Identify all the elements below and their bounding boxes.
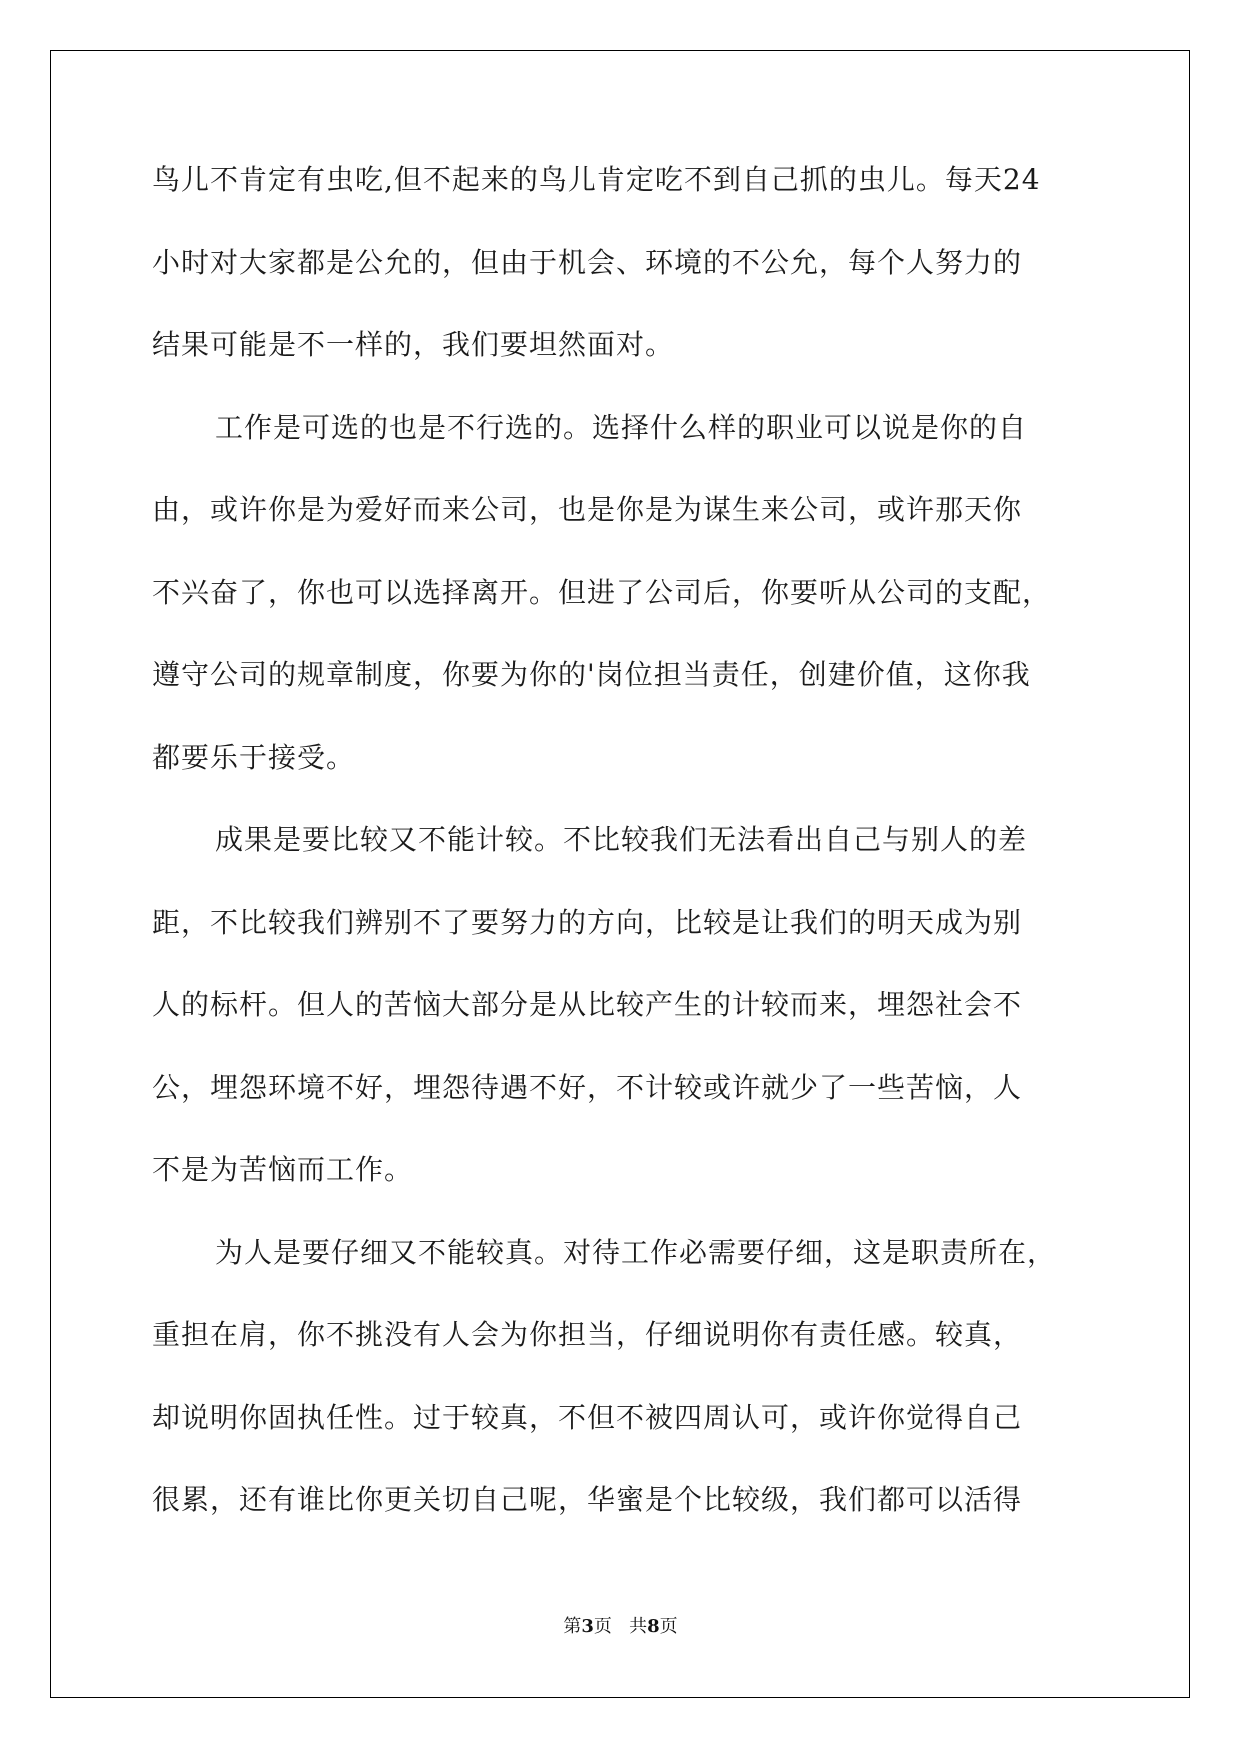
text-line: 不是为苦恼而工作。: [152, 1153, 414, 1186]
document-body: [152, 160, 1092, 1563]
total-suffix: 页: [659, 1616, 678, 1637]
page-prefix: 第: [563, 1616, 582, 1637]
text-line: 小时对大家都是公允的，但由于机会、环境的不公允，每个人努力的: [152, 245, 1023, 279]
text-line: 结果可能是不一样的，我们要坦然面对。: [152, 328, 675, 361]
text-line: 由，或许你是为爱好而来公司，也是你是为谋生来公司，或许那天你: [152, 493, 1023, 526]
text-line: 都要乐于接受。: [152, 740, 356, 774]
page-footer: [0, 1612, 1241, 1638]
text-line: 很累，还有谁比你更关切自己呢，华蜜是个比较级，我们都可以活得: [152, 1483, 1023, 1516]
page-number: 3: [581, 1616, 594, 1637]
total-pages: 8: [647, 1616, 660, 1637]
text-line: 遵守公司的规章制度，你要为你的'岗位担当责任，创建价值，这你我: [152, 658, 1031, 691]
total-prefix: 共: [629, 1616, 648, 1637]
text-line: 公，埋怨环境不好，埋怨待遇不好，不计较或许就少了一些苦恼，人: [152, 1070, 1023, 1104]
paragraph-first-line: 为人是要仔细又不能较真。对待工作必需要仔细，这是职责所在，: [215, 1235, 1057, 1269]
page-suffix: 页: [593, 1616, 612, 1637]
text-line: 距，不比较我们辨别不了要努力的方向，比较是让我们的明天成为别: [152, 905, 1023, 939]
text-line: 不兴奋了，你也可以选择离开。但进了公司后，你要听从公司的支配，: [152, 575, 1052, 609]
paragraph-first-line: 成果是要比较又不能计较。不比较我们无法看出自己与别人的差: [215, 823, 1028, 856]
text-line: 却说明你固执任性。过于较真，不但不被四周认可，或许你觉得自己: [152, 1400, 1023, 1434]
text-line: 鸟儿不肯定有虫吃,但不起来的鸟儿肯定吃不到自己抓的虫儿。每天24: [152, 163, 1041, 196]
paragraph-first-line: 工作是可选的也是不行选的。选择什么样的职业可以说是你的自: [215, 410, 1028, 444]
text-line: 人的标杆。但人的苦恼大部分是从比较产生的计较而来，埋怨社会不: [152, 988, 1023, 1021]
text-line: 重担在肩，你不挑没有人会为你担当，仔细说明你有责任感。较真，: [152, 1318, 1023, 1351]
